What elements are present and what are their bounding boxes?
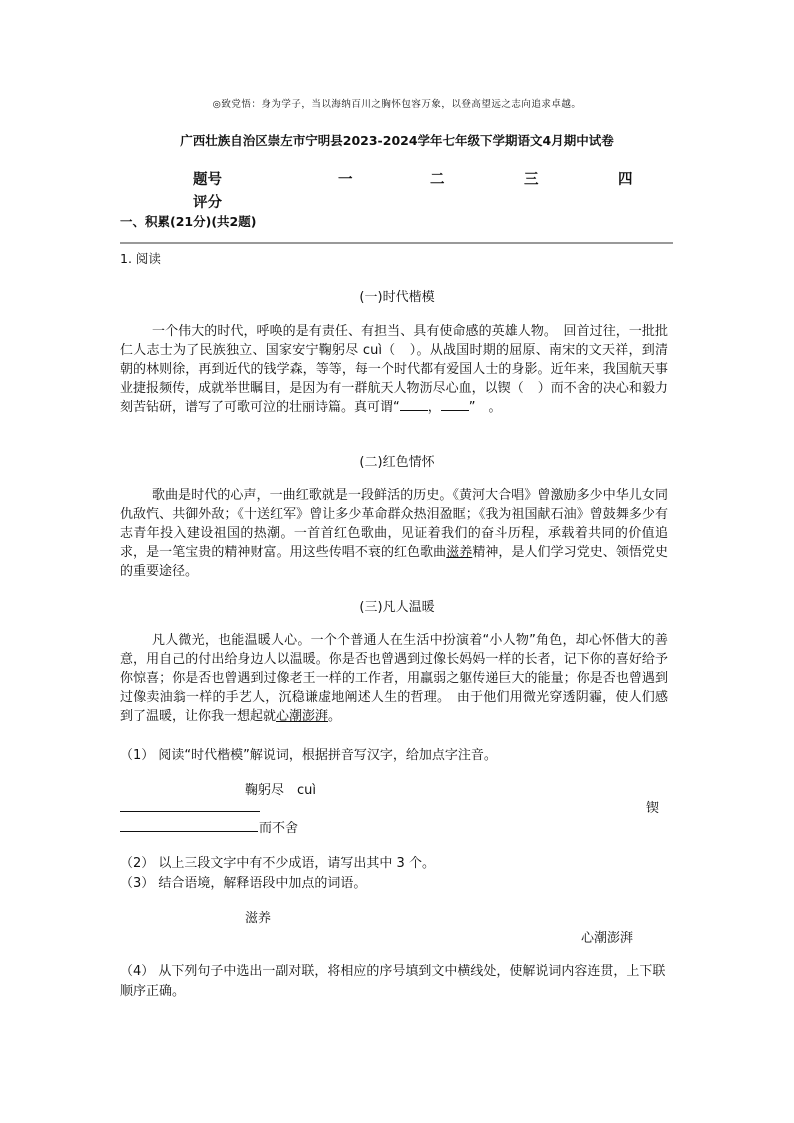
passage-1-text: [120, 322, 668, 417]
q3-item-2-label: 心潮澎湃: [581, 931, 634, 946]
score-table-col-4: 四: [618, 172, 633, 188]
passage-3-dotted-word: 心潮澎湃: [276, 709, 329, 724]
passage-3-text-part-a: 凡人微光，也能温暖人心。一个个普通人在生活中扮演着“小人物”角色，却心怀偕大的善意，用自己的付出给身边人以温暖。你是否也曾遇到过像长妈妈一样的长者，记下你的喜好给予你惊喜；你是否也曾遇到过像老王一样的工作者，用羸弱之躯传递巨大的能量；你是否也曾遇到过像卖油翁一样的手艺人，沉稳谦虚地阐述人生的哲理。 由于他们用微光穿透阴霾，使人们感到了温暖，让你我一想起就: [120, 633, 668, 724]
score-table-row2-label: 评分: [193, 195, 222, 211]
passage-1-text-part-b: ）。从战国时期的屈原、南宋的文天祥，到清朝的林则徐，再到近代的钱学森，等等，每一个时代都有爱国人士的身影。近年来，我国航天事业捷报频传，成就举世瞩目，是因为有一群航天人物沥尽心血，以锲（: [120, 343, 668, 396]
passage-3-title: (三)凡人温暖: [359, 600, 435, 615]
question-4-prompt: （4） 从下列句子中选出一副对联，将相应的序号填到文中横线处，使解说词内容连贯，上下联顺序正确。: [120, 964, 666, 999]
passage-1-text-part-d: ，: [427, 400, 441, 415]
question-3-prompt: （3） 结合语境，解释语段中加点的词语。: [120, 876, 367, 891]
question-2-prompt: （2） 以上三段文字中有不少成语，请写出其中 3 个。: [120, 856, 435, 871]
passage-2-text: [120, 486, 668, 581]
q1-item-2-label: 锲: [646, 801, 660, 816]
question-number: 1. 阅读: [120, 251, 161, 266]
q1-item-3-label: 而不舍: [259, 821, 299, 836]
passage-2-title: (二)红色情怀: [359, 455, 435, 470]
q1-item-1-label: 鞠躬尽 cuì: [245, 783, 316, 798]
passage-2-text-part-b: 精神，是人们学习党史、领悟党史的重要途径。: [120, 545, 668, 579]
section-heading: 一、积累(21分)(共2题): [120, 214, 257, 229]
passage-1-title: (一)时代楷模: [359, 290, 435, 305]
q1-answer-line-2[interactable]: [120, 831, 258, 832]
score-table-col-3: 三: [524, 172, 539, 188]
passage-3-text-part-b: 。: [328, 709, 342, 724]
passage-1-text-part-e: ” 。: [468, 400, 502, 415]
passage-1-text-part-a: 一个伟大的时代，呼唤的是有责任、有担当、具有使命感的英雄人物。 回首过往，一批批仁人志士为了民族独立、国家安宁鞠躬尽 cuì（: [120, 324, 668, 358]
q3-item-1-label: 滋养: [245, 911, 272, 926]
question-1-prompt: （1） 阅读“时代楷模”解说词，根据拼音写汉字，给加点字注音。: [120, 748, 497, 763]
answer-blank-2[interactable]: [441, 398, 469, 411]
section-divider: [120, 242, 673, 244]
passage-1-text-part-c: ）而不舍的决心和毅力刻苦钻研，谱写了可歌可泣的壮丽诗篇。真可谓“: [120, 381, 668, 415]
header-motto: ◎致党悟：身为学子，当以海纳百川之胸怀包容万象，以登高望远之志向追求卓越。: [212, 99, 582, 110]
passage-2-dotted-word: 滋养: [446, 545, 473, 560]
score-table-row1-label: 题号: [193, 172, 222, 188]
passage-2-text-part-a: 歌曲是时代的心声，一曲红歌就是一段鲜活的历史。《黄河大合唱》曾激励多少中华儿女同仇敌忾、共御外敌；《十送红军》曾让多少革命群众热泪盈眶；《我为祖国献石油》曾鼓舞多少有志青年投入建设祖国的热潮。一首首红色歌曲，见证着我们的奋斗历程，承载着共同的价值追求，是一笔宝贵的精神财富。用这些传唱不衰的红色歌曲: [120, 488, 668, 560]
answer-blank-1[interactable]: [400, 398, 428, 411]
score-table-col-1: 一: [338, 172, 353, 188]
exam-title: 广西壮族自治区崇左市宁明县2023-2024学年七年级下学期语文4月期中试卷: [180, 133, 614, 148]
score-table-col-2: 二: [430, 172, 445, 188]
q1-answer-line-1[interactable]: [120, 811, 260, 812]
passage-3-text: [120, 631, 668, 726]
